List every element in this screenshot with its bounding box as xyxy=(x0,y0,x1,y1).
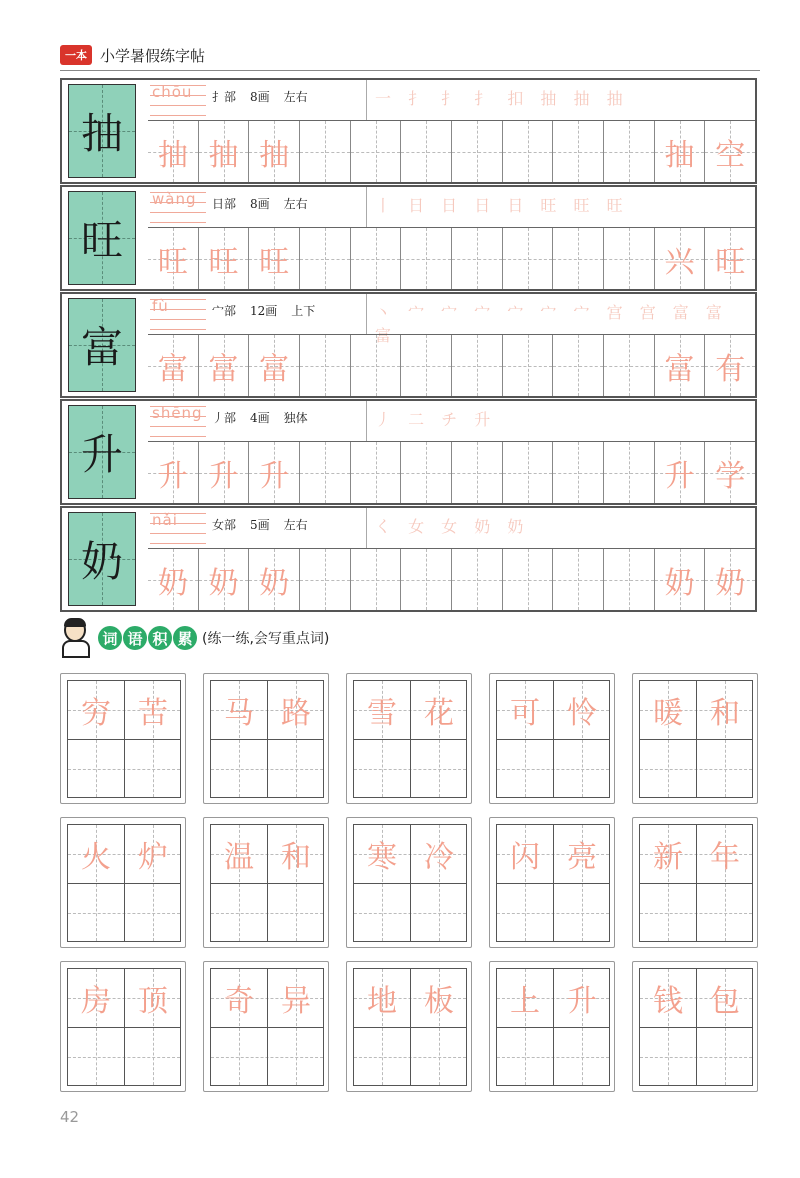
practice-row xyxy=(148,335,755,396)
practice-cell[interactable] xyxy=(401,121,452,182)
practice-cell[interactable] xyxy=(300,549,351,610)
practice-cell[interactable] xyxy=(553,228,604,289)
vocab-card[interactable] xyxy=(346,961,472,1092)
practice-cell[interactable] xyxy=(553,549,604,610)
practice-cell[interactable] xyxy=(199,228,250,289)
trace-char: 奶 xyxy=(715,565,746,601)
trace-char: 抽 xyxy=(208,137,239,173)
practice-cell[interactable] xyxy=(148,228,199,289)
stroke-order-area xyxy=(366,401,755,441)
practice-cell[interactable] xyxy=(705,228,755,289)
trace-char: 空 xyxy=(715,137,746,173)
practice-cell[interactable] xyxy=(655,228,706,289)
trace-char xyxy=(351,121,401,182)
vocab-char: 怜 xyxy=(567,696,597,731)
trace-char xyxy=(300,335,350,396)
stroke-order-area xyxy=(366,80,755,120)
trace-char: 旺 xyxy=(715,244,746,280)
practice-cell[interactable] xyxy=(249,549,300,610)
trace-char xyxy=(452,228,502,289)
stroke-order-area xyxy=(366,187,755,227)
structure: 上下 xyxy=(291,304,316,318)
trace-char xyxy=(503,228,553,289)
practice-cell[interactable] xyxy=(503,121,554,182)
book-title: 小学暑假练字帖 xyxy=(100,46,206,65)
vocab-char: 苦 xyxy=(138,696,168,731)
practice-cell[interactable] xyxy=(300,335,351,396)
stroke-count: 8画 xyxy=(250,90,270,104)
trace-char: 抽 xyxy=(664,137,695,173)
model-char: 升 xyxy=(80,430,123,479)
trace-char xyxy=(401,335,451,396)
trace-char: 有 xyxy=(715,351,746,387)
practice-cell[interactable] xyxy=(148,442,199,503)
pinyin: wàng xyxy=(152,190,197,208)
stroke-count: 8画 xyxy=(250,197,270,211)
pinyin: chōu xyxy=(152,83,193,101)
practice-cell[interactable] xyxy=(351,335,402,396)
practice-row xyxy=(148,442,755,503)
practice-cell[interactable] xyxy=(401,228,452,289)
vocab-char: 上 xyxy=(510,984,540,1019)
title-char: 累 xyxy=(173,626,197,650)
char-info xyxy=(212,195,322,212)
trace-char: 奶 xyxy=(208,565,239,601)
vocab-char: 寒 xyxy=(367,840,397,875)
pinyin: nǎi xyxy=(152,511,178,529)
writing-grid xyxy=(353,680,467,798)
practice-cell[interactable] xyxy=(401,335,452,396)
vocab-char: 温 xyxy=(224,840,254,875)
practice-cell[interactable] xyxy=(199,121,250,182)
trace-char xyxy=(553,335,603,396)
writing-grid xyxy=(639,824,753,942)
writing-grid xyxy=(353,968,467,1086)
char-info xyxy=(212,516,322,533)
vocab-char: 钱 xyxy=(653,984,683,1019)
vocab-char: 升 xyxy=(567,984,597,1019)
radical: 丿部 xyxy=(212,411,237,425)
writing-grid xyxy=(496,824,610,942)
practice-cell[interactable] xyxy=(452,335,503,396)
radical: 扌部 xyxy=(212,90,237,104)
practice-cell[interactable] xyxy=(604,335,655,396)
trace-char: 富 xyxy=(208,351,239,387)
stroke-order: 丨 日 日 日 日 旺 旺 旺 xyxy=(375,196,629,215)
practice-cell[interactable] xyxy=(604,442,655,503)
vocab-char: 马 xyxy=(224,696,254,731)
writing-grid xyxy=(67,968,181,1086)
trace-char: 兴 xyxy=(664,244,695,280)
trace-char xyxy=(401,549,451,610)
vocab-card[interactable] xyxy=(489,961,615,1092)
practice-cell[interactable] xyxy=(452,442,503,503)
trace-char xyxy=(401,121,451,182)
vocab-char: 炉 xyxy=(138,840,168,875)
trace-char: 奶 xyxy=(157,565,188,601)
vocab-char: 亮 xyxy=(567,840,597,875)
practice-cell[interactable] xyxy=(148,121,199,182)
trace-char xyxy=(604,549,654,610)
stroke-order: く 女 女 奶 奶 xyxy=(375,517,530,536)
trace-char: 升 xyxy=(157,458,188,494)
vocab-char: 穷 xyxy=(81,696,111,731)
trace-char: 旺 xyxy=(208,244,239,280)
thinking-boy-icon xyxy=(60,618,92,658)
practice-cell[interactable] xyxy=(401,549,452,610)
trace-char: 抽 xyxy=(259,137,290,173)
pinyin-box xyxy=(150,80,206,120)
stroke-order: 一 扌 扌 扌 扣 抽 抽 抽 xyxy=(375,89,629,108)
pinyin: fù xyxy=(152,297,169,315)
vocab-card[interactable] xyxy=(346,817,472,948)
writing-grid xyxy=(496,968,610,1086)
practice-cell[interactable] xyxy=(351,121,402,182)
model-char-box xyxy=(68,405,136,499)
vocab-char: 和 xyxy=(710,696,740,731)
stroke-count: 4画 xyxy=(250,411,270,425)
vocab-char: 花 xyxy=(424,696,454,731)
vocab-card[interactable] xyxy=(60,961,186,1092)
structure: 左右 xyxy=(283,197,308,211)
vocab-card[interactable] xyxy=(60,673,186,804)
practice-cell[interactable] xyxy=(604,121,655,182)
vocab-section-title xyxy=(98,626,198,650)
practice-cell[interactable] xyxy=(452,549,503,610)
practice-cell[interactable] xyxy=(199,335,250,396)
trace-char xyxy=(452,121,502,182)
practice-cell[interactable] xyxy=(148,549,199,610)
char-info xyxy=(212,88,322,105)
vocab-card[interactable] xyxy=(632,817,758,948)
stroke-count: 12画 xyxy=(250,304,278,318)
practice-cell[interactable] xyxy=(249,442,300,503)
structure: 左右 xyxy=(283,518,308,532)
trace-char xyxy=(300,228,350,289)
title-char: 语 xyxy=(123,626,147,650)
practice-cell[interactable] xyxy=(655,442,706,503)
trace-char: 抽 xyxy=(157,137,188,173)
practice-cell[interactable] xyxy=(655,121,706,182)
trace-char xyxy=(351,549,401,610)
trace-char xyxy=(300,549,350,610)
practice-cell[interactable] xyxy=(503,442,554,503)
vocab-char: 顶 xyxy=(138,984,168,1019)
practice-cell[interactable] xyxy=(655,549,706,610)
writing-grid xyxy=(639,968,753,1086)
vocab-char: 闪 xyxy=(510,840,540,875)
brand-badge: 一本 xyxy=(60,45,92,65)
title-char: 词 xyxy=(98,626,122,650)
character-block xyxy=(60,399,757,505)
character-block xyxy=(60,506,757,612)
practice-cell[interactable] xyxy=(300,121,351,182)
vocab-card[interactable] xyxy=(489,817,615,948)
model-char: 抽 xyxy=(80,109,123,158)
pinyin: shēng xyxy=(152,404,203,422)
trace-char: 升 xyxy=(208,458,239,494)
model-char-box xyxy=(68,191,136,285)
trace-char xyxy=(351,335,401,396)
stroke-count: 5画 xyxy=(250,518,270,532)
model-char: 奶 xyxy=(80,537,123,586)
structure: 左右 xyxy=(283,90,308,104)
writing-grid xyxy=(210,824,324,942)
writing-grid xyxy=(496,680,610,798)
stroke-order-area xyxy=(366,294,755,345)
trace-char: 旺 xyxy=(259,244,290,280)
pinyin-box xyxy=(150,294,206,334)
trace-char xyxy=(503,549,553,610)
page-header xyxy=(60,44,205,66)
vocab-char: 新 xyxy=(653,840,683,875)
trace-char xyxy=(452,442,502,503)
stroke-order: 丶 宀 宀 宀 宀 宀 宀 宫 宫 富 富 富 xyxy=(375,303,728,345)
vocab-char: 火 xyxy=(81,840,111,875)
char-info xyxy=(212,302,329,319)
vocab-char: 年 xyxy=(710,840,740,875)
trace-char xyxy=(401,442,451,503)
practice-cell[interactable] xyxy=(249,335,300,396)
practice-cell[interactable] xyxy=(452,121,503,182)
vocab-section-note: (练一练,会写重点词) xyxy=(202,631,330,647)
pinyin-box xyxy=(150,401,206,441)
pinyin-box xyxy=(150,187,206,227)
practice-cell[interactable] xyxy=(705,335,755,396)
vocab-card[interactable] xyxy=(203,817,329,948)
practice-cell[interactable] xyxy=(655,335,706,396)
header-divider xyxy=(60,70,760,71)
practice-cell[interactable] xyxy=(249,121,300,182)
trace-char: 奶 xyxy=(259,565,290,601)
trace-char: 学 xyxy=(715,458,746,494)
practice-cell[interactable] xyxy=(604,228,655,289)
trace-char xyxy=(351,228,401,289)
model-char: 旺 xyxy=(80,216,123,265)
practice-cell[interactable] xyxy=(351,549,402,610)
practice-cell[interactable] xyxy=(401,442,452,503)
pinyin-box xyxy=(150,508,206,548)
character-block xyxy=(60,78,757,184)
character-block xyxy=(60,292,757,398)
vocab-char: 房 xyxy=(81,984,111,1019)
practice-row xyxy=(148,228,755,289)
vocab-section-header xyxy=(60,618,329,658)
practice-cell[interactable] xyxy=(249,228,300,289)
writing-grid xyxy=(353,824,467,942)
vocab-char: 和 xyxy=(281,840,311,875)
practice-cell[interactable] xyxy=(553,121,604,182)
practice-cell[interactable] xyxy=(705,121,755,182)
trace-char xyxy=(553,549,603,610)
practice-row xyxy=(148,121,755,182)
trace-char: 富 xyxy=(259,351,290,387)
structure: 独体 xyxy=(283,411,308,425)
title-char: 积 xyxy=(148,626,172,650)
writing-grid xyxy=(639,680,753,798)
trace-char xyxy=(604,228,654,289)
trace-char xyxy=(401,228,451,289)
character-block xyxy=(60,185,757,291)
writing-grid xyxy=(210,680,324,798)
trace-char xyxy=(553,228,603,289)
radical: 日部 xyxy=(212,197,237,211)
model-char-box xyxy=(68,84,136,178)
vocab-char: 暖 xyxy=(653,696,683,731)
char-info xyxy=(212,409,322,426)
trace-char xyxy=(553,442,603,503)
trace-char xyxy=(503,121,553,182)
vocab-char: 路 xyxy=(281,696,311,731)
vocab-card[interactable] xyxy=(60,817,186,948)
vocab-card[interactable] xyxy=(489,673,615,804)
trace-char xyxy=(553,121,603,182)
trace-char xyxy=(452,335,502,396)
trace-char xyxy=(351,442,401,503)
trace-char: 旺 xyxy=(157,244,188,280)
practice-cell[interactable] xyxy=(199,549,250,610)
practice-cell[interactable] xyxy=(604,549,655,610)
trace-char xyxy=(604,442,654,503)
practice-cell[interactable] xyxy=(351,228,402,289)
vocab-char: 雪 xyxy=(367,696,397,731)
trace-char xyxy=(503,335,553,396)
page-number: 42 xyxy=(60,1108,80,1126)
writing-grid xyxy=(210,968,324,1086)
vocab-char: 奇 xyxy=(224,984,254,1019)
trace-char xyxy=(604,335,654,396)
trace-char xyxy=(503,442,553,503)
trace-char xyxy=(604,121,654,182)
vocab-card[interactable] xyxy=(346,673,472,804)
trace-char: 富 xyxy=(157,351,188,387)
practice-cell[interactable] xyxy=(553,442,604,503)
practice-cell[interactable] xyxy=(199,442,250,503)
vocab-char: 板 xyxy=(424,984,454,1019)
model-char-box xyxy=(68,298,136,392)
writing-grid xyxy=(67,824,181,942)
stroke-order-area xyxy=(366,508,755,548)
practice-row xyxy=(148,549,755,610)
practice-cell[interactable] xyxy=(503,228,554,289)
stroke-order: 丿 二 チ 升 xyxy=(375,410,497,429)
practice-cell[interactable] xyxy=(300,442,351,503)
vocab-char: 可 xyxy=(510,696,540,731)
practice-cell[interactable] xyxy=(503,335,554,396)
trace-char: 升 xyxy=(664,458,695,494)
practice-cell[interactable] xyxy=(553,335,604,396)
radical: 女部 xyxy=(212,518,237,532)
radical: 宀部 xyxy=(212,304,237,318)
vocab-char: 冷 xyxy=(424,840,454,875)
writing-grid xyxy=(67,680,181,798)
vocab-card[interactable] xyxy=(632,961,758,1092)
vocab-card[interactable] xyxy=(203,673,329,804)
model-char-box xyxy=(68,512,136,606)
trace-char: 升 xyxy=(259,458,290,494)
trace-char xyxy=(300,121,350,182)
vocab-card[interactable] xyxy=(203,961,329,1092)
practice-cell[interactable] xyxy=(452,228,503,289)
vocab-char: 地 xyxy=(367,984,397,1019)
model-char: 富 xyxy=(80,323,123,372)
practice-cell[interactable] xyxy=(148,335,199,396)
practice-cell[interactable] xyxy=(705,549,755,610)
practice-cell[interactable] xyxy=(503,549,554,610)
trace-char xyxy=(300,442,350,503)
trace-char xyxy=(452,549,502,610)
practice-cell[interactable] xyxy=(300,228,351,289)
vocab-char: 包 xyxy=(710,984,740,1019)
vocab-char: 异 xyxy=(281,984,311,1019)
practice-cell[interactable] xyxy=(705,442,755,503)
trace-char: 富 xyxy=(664,351,695,387)
practice-cell[interactable] xyxy=(351,442,402,503)
trace-char: 奶 xyxy=(664,565,695,601)
vocab-card[interactable] xyxy=(632,673,758,804)
